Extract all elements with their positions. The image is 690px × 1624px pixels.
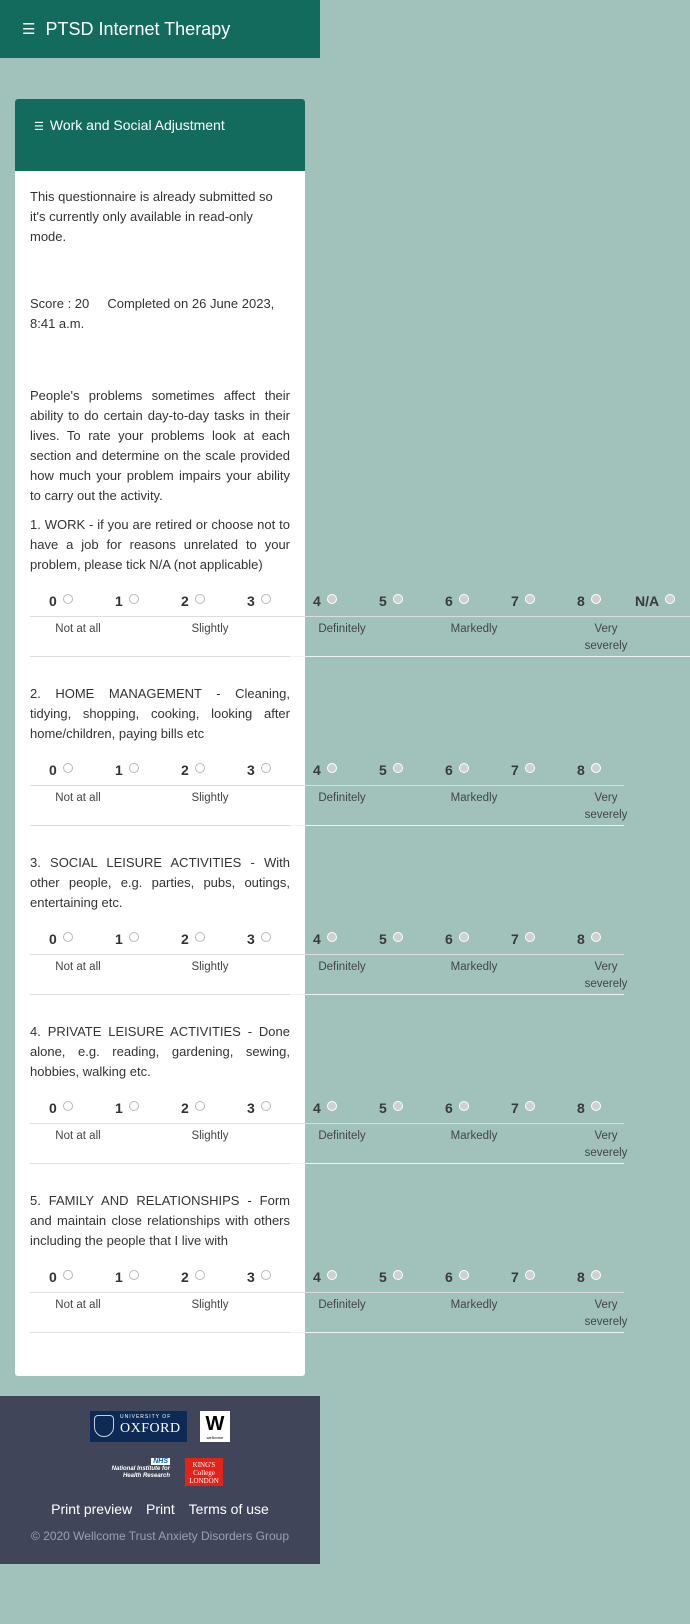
rating-option[interactable] <box>426 588 492 616</box>
question-text: 2. HOME MANAGEMENT - Cleaning, tidying, shopping, cooking, looking after home/children, paying bills etc <box>30 686 290 741</box>
rating-option-label: 8 <box>577 593 585 609</box>
rating-option-label: 7 <box>511 931 519 947</box>
rating-option-label: 0 <box>49 1269 57 1285</box>
nhs-badge: NHS <box>153 1458 168 1465</box>
radio-button[interactable] <box>591 932 601 942</box>
rating-option-label: 0 <box>49 1100 57 1116</box>
rating-option-label: 5 <box>379 593 387 609</box>
scale-label: Slightly <box>191 1299 229 1311</box>
hamburger-icon[interactable]: ☰ <box>22 21 36 38</box>
rating-option-label: 1 <box>115 931 123 947</box>
rating-option-label: 2 <box>181 1100 189 1116</box>
rating-option[interactable] <box>96 926 162 954</box>
radio-button[interactable] <box>261 1270 271 1280</box>
rating-option-label: 6 <box>445 1269 453 1285</box>
radio-button[interactable] <box>327 763 337 773</box>
scale-label: Markedly <box>450 792 498 804</box>
intro-text: People's problems sometimes affect their ability to do certain day-to-day tasks in their lives. To rate your problems look at each section and determine on the scale provided how much your problem impairs your ability to carry out the activity. <box>30 388 290 503</box>
radio-button[interactable] <box>261 932 271 942</box>
rating-option[interactable] <box>228 1095 294 1123</box>
radio-button[interactable] <box>327 594 337 604</box>
rating-option-label: 8 <box>577 762 585 778</box>
radio-button[interactable] <box>459 763 469 773</box>
radio-button[interactable] <box>261 763 271 773</box>
divider <box>290 994 624 995</box>
rating-option[interactable] <box>30 588 96 616</box>
rating-scale <box>30 588 690 617</box>
rating-option[interactable] <box>30 1095 96 1123</box>
scale-label: Not at all <box>55 1299 101 1311</box>
radio-button[interactable] <box>393 1270 403 1280</box>
rating-option-label: 5 <box>379 762 387 778</box>
radio-button[interactable] <box>63 594 73 604</box>
readonly-notice: This questionnaire is already submitted so it's currently only available in read-only mode. <box>30 189 273 244</box>
rating-option[interactable] <box>492 1095 558 1123</box>
scale-label: Definitely <box>318 792 366 804</box>
scale-label: Markedly <box>450 623 498 635</box>
rating-option-label: 6 <box>445 1100 453 1116</box>
rating-option-label: 3 <box>247 593 255 609</box>
radio-button[interactable] <box>195 1101 205 1111</box>
rating-option-label: 6 <box>445 762 453 778</box>
divider <box>30 1163 290 1164</box>
scale-label: Definitely <box>318 623 366 635</box>
rating-option-label: 1 <box>115 593 123 609</box>
rating-option[interactable] <box>96 1095 162 1123</box>
divider <box>290 656 690 657</box>
rating-option-label: 7 <box>511 762 519 778</box>
radio-button[interactable] <box>591 763 601 773</box>
radio-button[interactable] <box>327 1270 337 1280</box>
rating-option[interactable] <box>558 1095 624 1123</box>
scale-label: Very severely <box>584 792 628 821</box>
divider <box>290 825 624 826</box>
rating-option[interactable] <box>30 926 96 954</box>
rating-scale <box>30 1095 624 1124</box>
card-header <box>15 99 305 171</box>
menu-icon[interactable]: ☰ <box>34 121 44 133</box>
rating-option-label: 2 <box>181 931 189 947</box>
rating-option-label: 4 <box>313 931 321 947</box>
rating-option-label: 8 <box>577 931 585 947</box>
rating-scale <box>30 757 624 786</box>
divider <box>30 656 290 657</box>
scale-label: Markedly <box>450 1299 498 1311</box>
rating-option[interactable] <box>558 757 624 785</box>
radio-button[interactable] <box>129 932 139 942</box>
scale-labels <box>30 1124 628 1164</box>
copyright: © 2020 Wellcome Trust Anxiety Disorders Group <box>30 1529 290 1543</box>
radio-button[interactable] <box>63 1101 73 1111</box>
nihr-logo <box>100 1458 170 1486</box>
rating-option-label: 7 <box>511 593 519 609</box>
rating-option[interactable] <box>294 1095 360 1123</box>
rating-option[interactable] <box>228 757 294 785</box>
rating-option-label: 5 <box>379 1100 387 1116</box>
divider <box>30 1332 290 1333</box>
rating-option[interactable] <box>96 588 162 616</box>
radio-button[interactable] <box>591 1270 601 1280</box>
score: Score : 20 <box>30 296 90 311</box>
rating-option-label: 1 <box>115 1100 123 1116</box>
rating-option[interactable] <box>360 926 426 954</box>
divider <box>290 1332 624 1333</box>
question-text: 5. FAMILY AND RELATIONSHIPS - Form and maintain close relationships with others including the people that I live with <box>30 1193 290 1248</box>
scale-label: Very severely <box>584 961 628 990</box>
rating-option-label: 4 <box>313 1100 321 1116</box>
completed-date: Completed on 26 June 2023, 8:41 a.m. <box>30 296 275 331</box>
radio-button[interactable] <box>129 763 139 773</box>
wellcome-text: wellcome <box>206 1435 224 1440</box>
rating-option-label: 1 <box>115 762 123 778</box>
rating-option-label: N/A <box>635 593 660 609</box>
rating-option-label: 3 <box>247 762 255 778</box>
rating-option[interactable] <box>294 588 360 616</box>
radio-button[interactable] <box>393 594 403 604</box>
rating-option[interactable] <box>96 1264 162 1292</box>
radio-button[interactable] <box>459 594 469 604</box>
rating-option[interactable] <box>492 926 558 954</box>
footer-links <box>0 1501 320 1517</box>
scale-label: Slightly <box>191 1130 229 1142</box>
rating-option-label: 3 <box>247 1269 255 1285</box>
radio-button[interactable] <box>129 1270 139 1280</box>
radio-button[interactable] <box>129 1101 139 1111</box>
rating-option[interactable] <box>228 588 294 616</box>
rating-option[interactable] <box>96 757 162 785</box>
rating-option[interactable] <box>228 926 294 954</box>
rating-option-label: 7 <box>511 1269 519 1285</box>
question-text: 4. PRIVATE LEISURE ACTIVITIES - Done alone, e.g. reading, gardening, sewing, hobbies, walking etc. <box>30 1024 290 1079</box>
rating-option[interactable] <box>162 1264 228 1292</box>
radio-button[interactable] <box>393 1101 403 1111</box>
rating-option-label: 4 <box>313 1269 321 1285</box>
radio-button[interactable] <box>525 594 535 604</box>
rating-option[interactable] <box>426 1095 492 1123</box>
divider <box>30 825 290 826</box>
rating-option[interactable] <box>294 757 360 785</box>
rating-option[interactable] <box>162 926 228 954</box>
radio-button[interactable] <box>525 1101 535 1111</box>
scale-label: Not at all <box>55 1130 101 1142</box>
radio-button[interactable] <box>665 594 675 604</box>
scale-label: Very severely <box>584 623 628 652</box>
radio-button[interactable] <box>195 763 205 773</box>
card-title: Work and Social Adjustment <box>49 117 225 133</box>
rating-option[interactable] <box>162 1095 228 1123</box>
rating-option-label: 8 <box>577 1100 585 1116</box>
rating-option-label: 4 <box>313 762 321 778</box>
radio-button[interactable] <box>195 932 205 942</box>
rating-option[interactable] <box>162 588 228 616</box>
radio-button[interactable] <box>63 1270 73 1280</box>
scale-label: Definitely <box>318 961 366 973</box>
rating-option-label: 2 <box>181 762 189 778</box>
wellcome-mark: W <box>205 1413 225 1435</box>
score-line <box>30 294 290 334</box>
questionnaire-card <box>15 99 660 1376</box>
rating-option[interactable] <box>492 1264 558 1292</box>
rating-option[interactable] <box>360 1264 426 1292</box>
divider <box>290 1163 624 1164</box>
scale-label: Not at all <box>55 792 101 804</box>
rating-option[interactable] <box>228 1264 294 1292</box>
kings-college-logo <box>185 1458 223 1486</box>
scale-labels <box>30 786 628 826</box>
oxford-seal-icon <box>94 1415 114 1437</box>
radio-button[interactable] <box>195 1270 205 1280</box>
scale-label: Markedly <box>450 961 498 973</box>
scale-label: Not at all <box>55 961 101 973</box>
radio-button[interactable] <box>591 1101 601 1111</box>
rating-option-label: 5 <box>379 1269 387 1285</box>
rating-option-label: 0 <box>49 762 57 778</box>
oxford-logo-text: OXFORD <box>120 1421 181 1436</box>
rating-option[interactable] <box>492 588 558 616</box>
rating-option-label: 6 <box>445 931 453 947</box>
rating-option[interactable] <box>162 757 228 785</box>
rating-option[interactable] <box>558 588 624 616</box>
rating-option-label: 0 <box>49 931 57 947</box>
rating-option[interactable] <box>558 926 624 954</box>
wellcome-logo <box>200 1411 230 1442</box>
scale-label: Very severely <box>584 1299 628 1328</box>
footer <box>0 1396 320 1564</box>
rating-option-label: 3 <box>247 1100 255 1116</box>
radio-button[interactable] <box>195 594 205 604</box>
radio-button[interactable] <box>525 763 535 773</box>
kings-text: KING'S College LONDON <box>189 1461 219 1485</box>
scale-label: Slightly <box>191 792 229 804</box>
radio-button[interactable] <box>129 594 139 604</box>
radio-button[interactable] <box>327 1101 337 1111</box>
scale-label: Not at all <box>55 623 101 635</box>
scale-label: Slightly <box>191 623 229 635</box>
app-header <box>0 0 320 58</box>
print-preview-link[interactable]: Print preview <box>51 1501 133 1517</box>
rating-option[interactable] <box>360 757 426 785</box>
rating-option[interactable] <box>294 1264 360 1292</box>
question-text: 3. SOCIAL LEISURE ACTIVITIES - With other people, e.g. parties, pubs, outings, entertaining etc. <box>30 855 290 910</box>
radio-button[interactable] <box>393 932 403 942</box>
radio-button[interactable] <box>459 1270 469 1280</box>
rating-option-label: 5 <box>379 931 387 947</box>
scale-label: Slightly <box>191 961 229 973</box>
rating-option[interactable] <box>360 1095 426 1123</box>
rating-option-label: 7 <box>511 1100 519 1116</box>
rating-option-label: 4 <box>313 593 321 609</box>
terms-of-use-link[interactable]: Terms of use <box>188 1501 269 1517</box>
rating-option-label: 3 <box>247 931 255 947</box>
rating-option[interactable] <box>30 757 96 785</box>
scale-labels <box>30 617 690 657</box>
rating-option[interactable] <box>492 757 558 785</box>
scale-label: Very severely <box>584 1130 628 1159</box>
rating-option[interactable] <box>426 757 492 785</box>
rating-option-label: 0 <box>49 593 57 609</box>
divider <box>30 994 290 995</box>
scale-label: Definitely <box>318 1130 366 1142</box>
print-link[interactable]: Print <box>145 1501 175 1517</box>
rating-option[interactable] <box>558 1264 624 1292</box>
rating-option[interactable] <box>426 926 492 954</box>
rating-scale <box>30 1264 624 1293</box>
rating-option-label: 8 <box>577 1269 585 1285</box>
radio-button[interactable] <box>525 1270 535 1280</box>
radio-button[interactable] <box>327 932 337 942</box>
rating-option-label: 2 <box>181 593 189 609</box>
radio-button[interactable] <box>63 763 73 773</box>
rating-option-label: 6 <box>445 593 453 609</box>
rating-option[interactable] <box>360 588 426 616</box>
oxford-logo <box>90 1411 187 1442</box>
app-title[interactable]: PTSD Internet Therapy <box>45 18 231 39</box>
nihr-text: National Institute for Health Research <box>111 1466 170 1479</box>
scale-labels <box>30 1293 628 1333</box>
rating-option[interactable] <box>294 926 360 954</box>
question-text: 1. WORK - if you are retired or choose not to have a job for reasons unrelated to your problem, please tick N/A (not applicable) <box>30 517 290 572</box>
radio-button[interactable] <box>261 1101 271 1111</box>
radio-button[interactable] <box>525 932 535 942</box>
radio-button[interactable] <box>459 1101 469 1111</box>
scale-labels <box>30 955 628 995</box>
radio-button[interactable] <box>261 594 271 604</box>
scale-label: Markedly <box>450 1130 498 1142</box>
scale-label: Definitely <box>318 1299 366 1311</box>
rating-option[interactable] <box>30 1264 96 1292</box>
radio-button[interactable] <box>591 594 601 604</box>
oxford-logo-small-text: UNIVERSITY OF <box>120 1414 172 1420</box>
radio-button[interactable] <box>459 932 469 942</box>
radio-button[interactable] <box>63 932 73 942</box>
radio-button[interactable] <box>393 763 403 773</box>
rating-option[interactable] <box>624 588 690 616</box>
rating-option-label: 2 <box>181 1269 189 1285</box>
rating-option-label: 1 <box>115 1269 123 1285</box>
rating-scale <box>30 926 624 955</box>
rating-option[interactable] <box>426 1264 492 1292</box>
